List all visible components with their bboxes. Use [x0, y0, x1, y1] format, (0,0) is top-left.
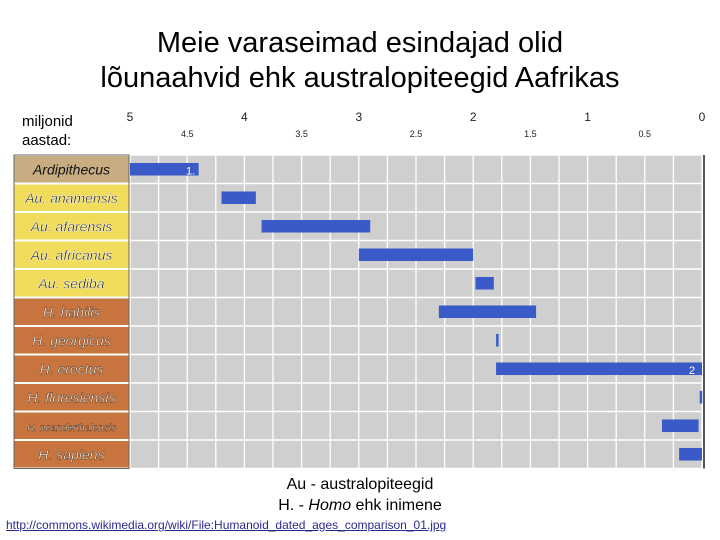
x-tick-major-label: 4 [241, 110, 248, 124]
species-label: Ardipithecus [32, 161, 111, 178]
legend-homo [0, 495, 720, 516]
x-tick-major-label: 5 [126, 110, 134, 124]
x-tick-major-label: 0 [698, 110, 706, 124]
x-tick-major-label: 2 [469, 110, 477, 124]
age-range-bar [679, 448, 702, 461]
legend-homo-italic: Homo [308, 497, 352, 514]
x-tick-minor-label: 0.5 [638, 129, 652, 139]
x-tick-minor-label: 2.5 [409, 129, 423, 139]
age-range-bar [262, 220, 371, 233]
legend [0, 474, 720, 516]
species-label: Au. africanus [30, 246, 113, 263]
age-range-bar [475, 277, 493, 290]
species-label: H. habilis [42, 303, 101, 320]
legend-au: Au - australopiteegid [286, 476, 434, 493]
x-tick-major-label: 1 [584, 110, 591, 124]
age-range-bar [662, 419, 699, 432]
bar-note-label: 1. [186, 165, 196, 178]
x-tick-minor-label: 3.5 [295, 129, 308, 139]
age-range-bar [359, 248, 473, 261]
x-tick-minor-label: 1.5 [524, 129, 537, 139]
age-range-bar [496, 362, 702, 375]
species-label: H. floresiensis [27, 389, 116, 406]
source-link[interactable]: http://commons.wikimedia.org/wiki/File:Humanoid_dated_ages_comparison_01.jpg [6, 518, 447, 532]
unit-label-line-2: aastad: [22, 132, 72, 149]
x-tick-major-label: 3 [355, 110, 363, 124]
x-tick-minor-label: 4.5 [180, 129, 194, 139]
bar-note-label: 2 [688, 364, 696, 377]
species-label: H. georgicus [32, 332, 111, 349]
species-label: H. neanderthalensis [27, 422, 116, 434]
legend-homo-prefix: H. - [278, 497, 309, 514]
title-line-1: Meie varaseimad esindajad olid [156, 27, 564, 59]
species-label: H. sapiens [38, 446, 105, 463]
unit-label-line-1: miljonid [22, 113, 73, 130]
species-label: Au. anamensis [25, 189, 118, 206]
title-line-2: lõunaahvid ehk australopiteegid Aafrikas [100, 62, 620, 94]
species-label: Au. afarensis [30, 218, 113, 235]
species-label: Au. sediba [38, 275, 105, 292]
age-range-bar [439, 305, 536, 318]
age-range-bar [496, 334, 499, 347]
age-range-bar [222, 191, 256, 204]
age-range-bar [700, 391, 703, 404]
legend-homo-suffix: ehk inimene [351, 497, 442, 514]
species-label: H. erectus [39, 360, 104, 377]
